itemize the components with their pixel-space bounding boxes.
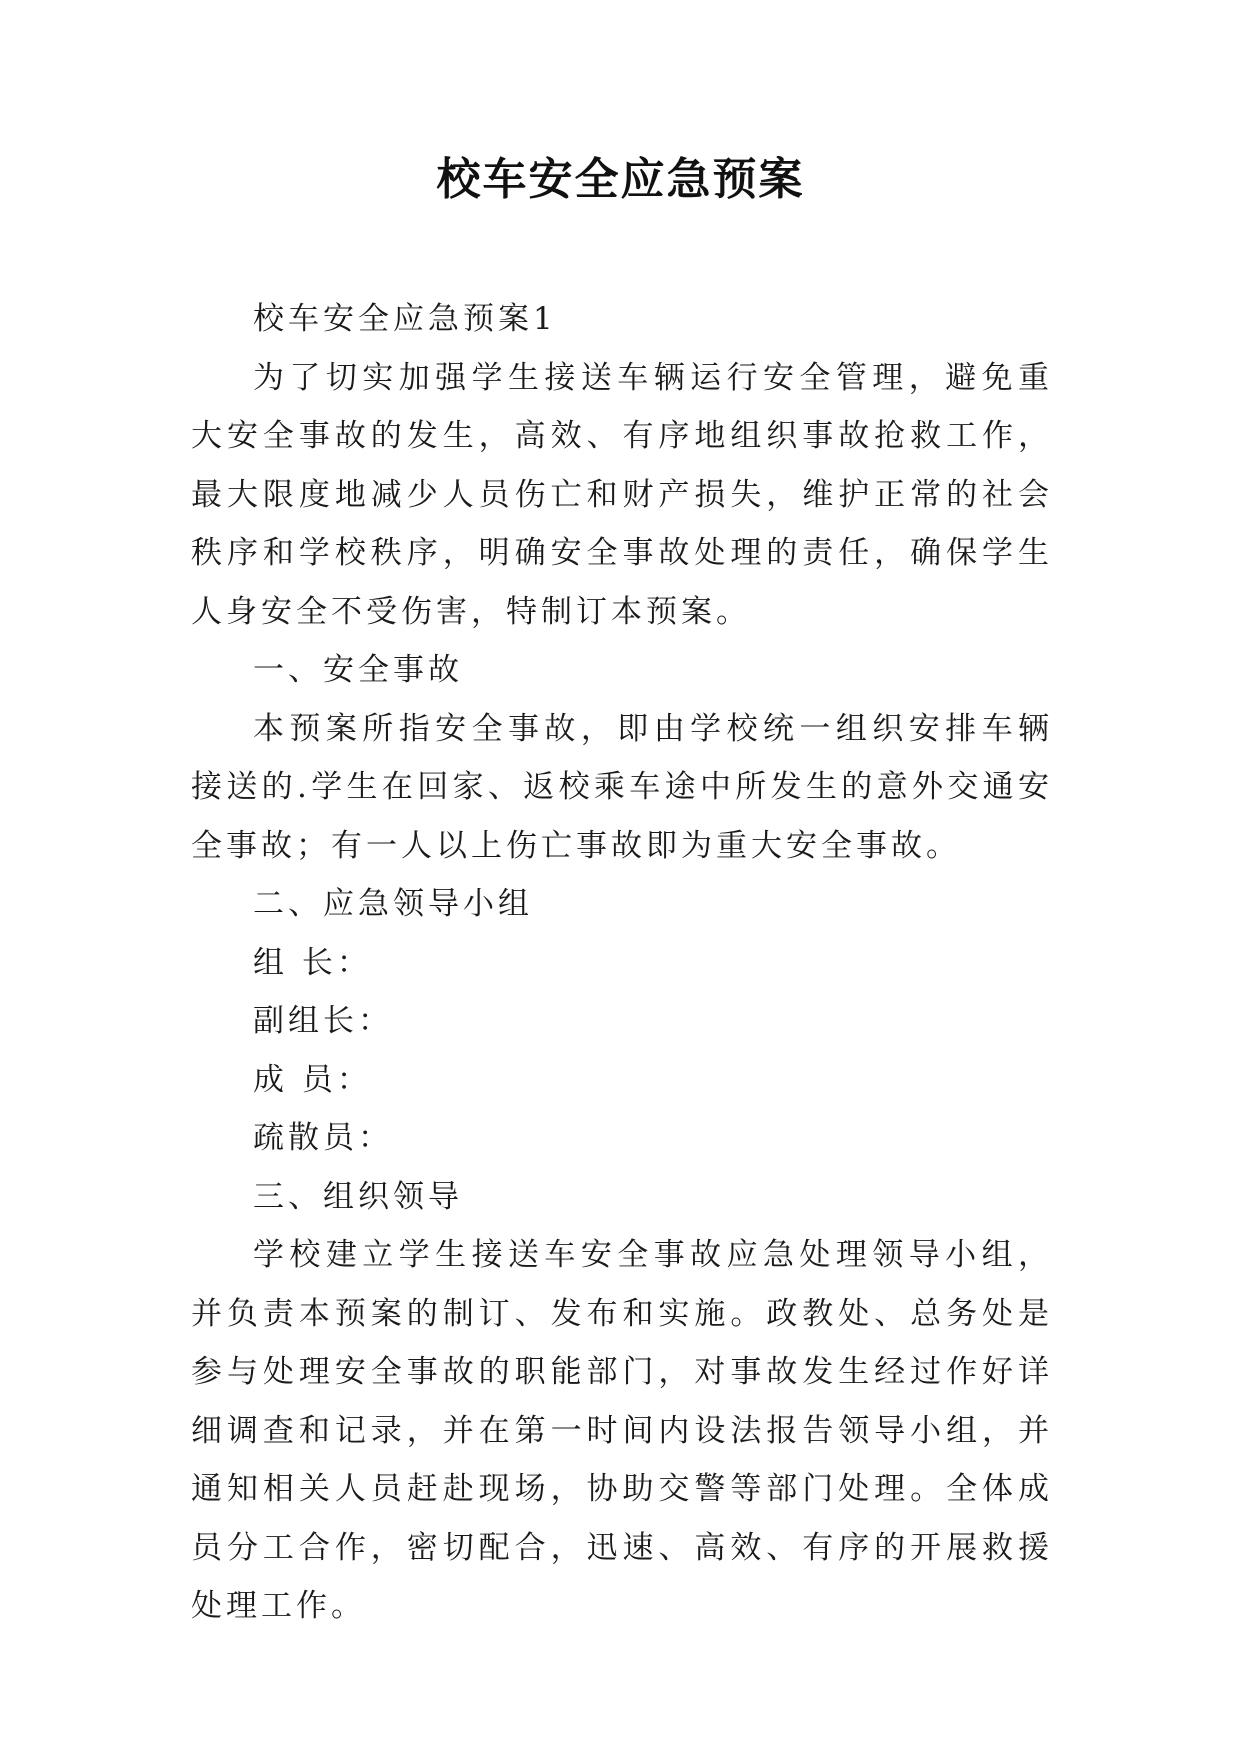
definition-paragraph: 本预案所指安全事故，即由学校统一组织安排车辆接送的.学生在回家、返校乘车途中所发生的意外交通安全事故；有一人以上伤亡事故即为重大安全事故。 — [191, 710, 1053, 864]
field-leader: 组 长： — [253, 944, 372, 981]
field-members: 成 员： — [253, 1061, 372, 1098]
document-title: 校车安全应急预案 — [436, 154, 805, 205]
section-heading-3: 三、组织领导 — [253, 1178, 463, 1215]
field-evacuator: 疏散员： — [253, 1120, 393, 1156]
intro-paragraph: 为了切实加强学生接送车辆运行安全管理，避免重大安全事故的发生，高效、有序地组织事故抢救工作，最大限度地减少人员伤亡和财产损失，维护正常的社会秩序和学校秩序，明确安全事故处理的责任，确保学生人身安全不受伤害，特制订本预案。 — [191, 359, 1053, 630]
organization-paragraph: 学校建立学生接送车安全事故应急处理领导小组，并负责本预案的制订、发布和实施。政教处、总务处是参与处理安全事故的职能部门，对事故发生经过作好详细调查和记录，并在第一时间内设法报告领导小组，并通知相关人员赶赴现场，协助交警等部门处理。全体成员分工合作，密切配合，迅速、高效、有序的开展救援处理工作。 — [191, 1237, 1053, 1624]
section-heading-2: 二、应急领导小组 — [253, 886, 533, 922]
section-heading-1: 一、安全事故 — [253, 652, 463, 688]
field-deputy-leader: 副组长： — [253, 1003, 393, 1039]
section-subtitle: 校车安全应急预案1 — [253, 301, 557, 337]
document-body — [191, 290, 1053, 1636]
